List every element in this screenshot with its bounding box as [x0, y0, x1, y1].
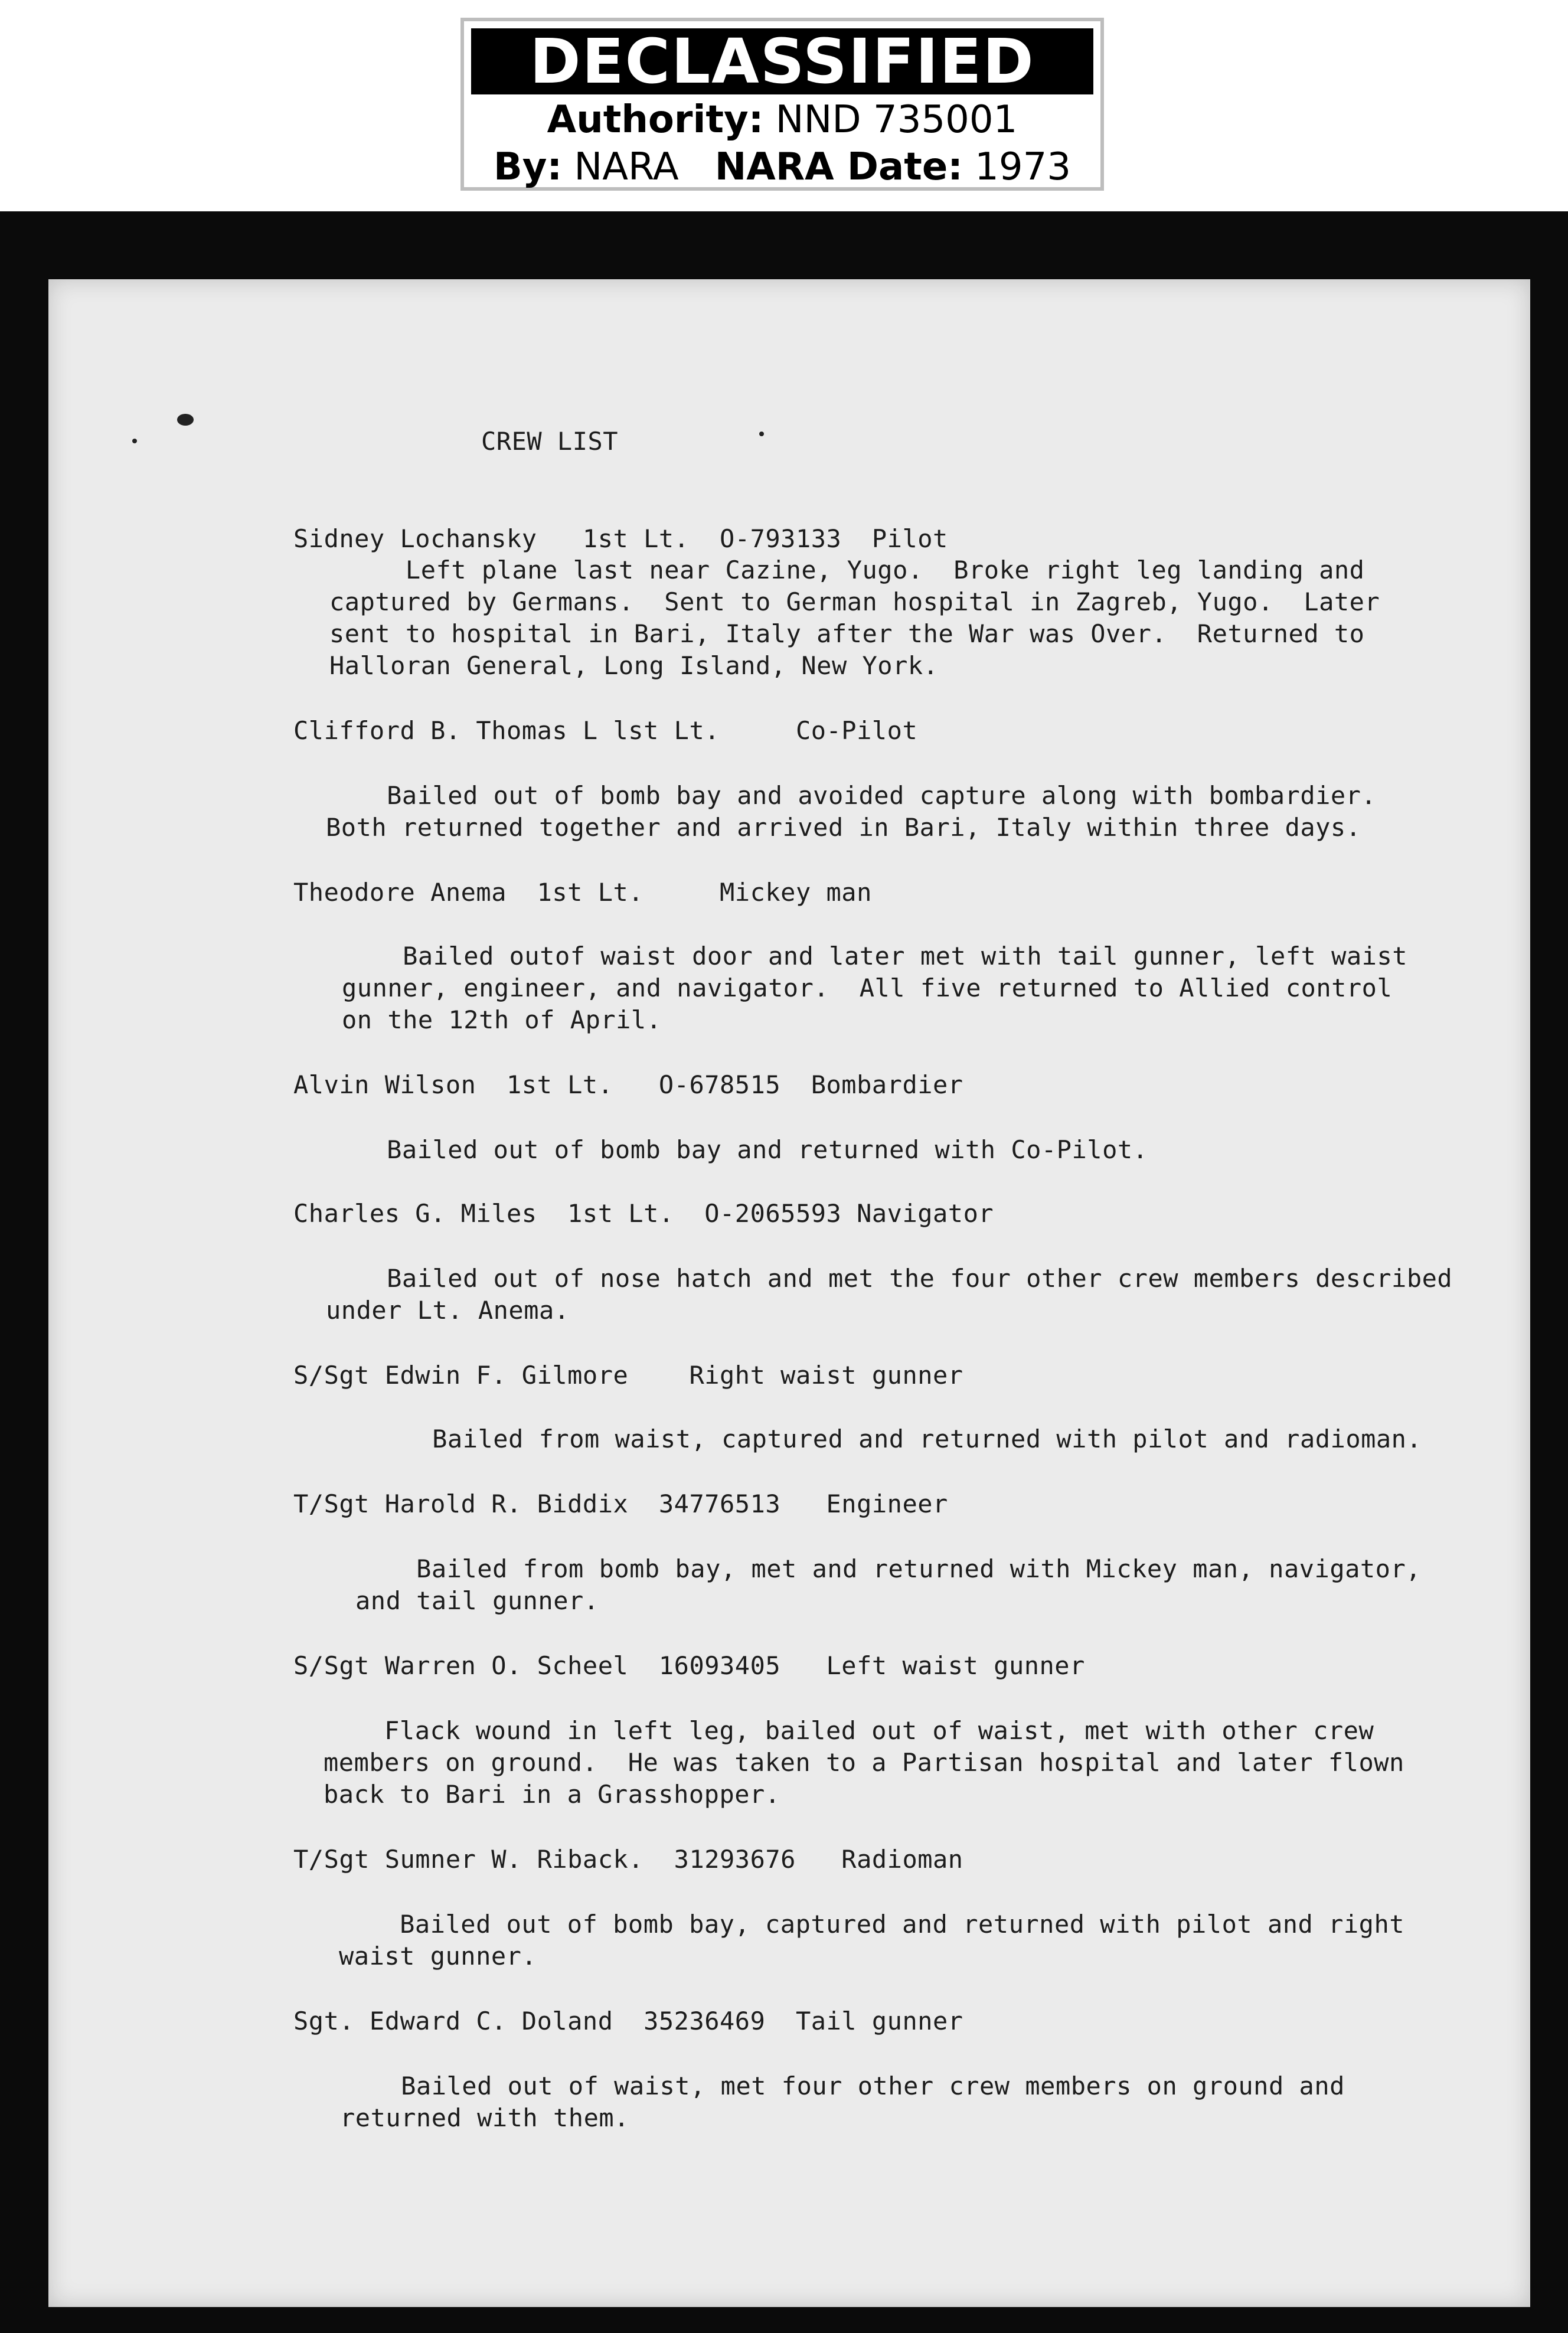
stamp-authority-value: NND 735001: [775, 98, 1018, 142]
scan-frame: [0, 211, 1568, 2333]
crew-entry-text: Both returned together and arrived in Bari, Italy within three days.: [326, 813, 1361, 842]
crew-entry-header: S/Sgt Warren O. Scheel 16093405 Left waist gunner: [293, 1651, 1085, 1680]
stamp-title: DECLASSIFIED: [471, 28, 1093, 94]
stamp-by-value: NARA: [574, 145, 679, 189]
crew-entry-header: Alvin Wilson 1st Lt. O-678515 Bombardier: [293, 1070, 963, 1099]
ink-speck: [759, 432, 764, 436]
crew-entry-text: on the 12th of April.: [342, 1005, 662, 1034]
crew-entry-header: Clifford B. Thomas L lst Lt. Co-Pilot: [293, 716, 918, 745]
crew-entry-text: gunner, engineer, and navigator. All five returned to Allied control: [342, 973, 1393, 1002]
crew-entry-header: Charles G. Miles 1st Lt. O-2065593 Navigator: [293, 1199, 994, 1228]
stamp-date-value: 1973: [975, 145, 1072, 189]
crew-entry-text: Halloran General, Long Island, New York.: [329, 651, 939, 680]
crew-entry-text: sent to hospital in Bari, Italy after the War was Over. Returned to: [329, 619, 1365, 648]
crew-entry-text: Bailed from bomb bay, met and returned with Mickey man, navigator,: [355, 1554, 1422, 1583]
ink-blot: [177, 414, 194, 426]
ink-speck: [132, 439, 137, 443]
stamp-by-line: [464, 145, 1100, 189]
crew-entry-text: Bailed out of bomb bay and returned with Co-Pilot.: [326, 1135, 1148, 1164]
document-page: [48, 279, 1530, 2307]
stamp-by-label: By:: [493, 145, 563, 189]
crew-entry-header: Theodore Anema 1st Lt. Mickey man: [293, 878, 872, 907]
declassified-stamp: [460, 18, 1104, 191]
stamp-authority-line: [464, 98, 1100, 142]
crew-entry-text: Bailed outof waist door and later met with tail gunner, left waist: [342, 942, 1408, 971]
crew-entry-text: and tail gunner.: [355, 1586, 599, 1615]
crew-entry-text: Bailed out of bomb bay, captured and returned with pilot and right: [339, 1910, 1405, 1939]
crew-entry-text: Left plane last near Cazine, Yugo. Broke right leg landing and: [329, 556, 1365, 584]
document-title: CREW LIST: [481, 427, 619, 456]
crew-entry-header: Sgt. Edward C. Doland 35236469 Tail gunner: [293, 2007, 963, 2035]
crew-entry-text: Bailed out of nose hatch and met the four other crew members described: [326, 1264, 1453, 1293]
crew-entry-text: Bailed out of waist, met four other crew members on ground and: [340, 2071, 1345, 2100]
crew-entry-text: captured by Germans. Sent to German hospital in Zagreb, Yugo. Later: [329, 587, 1380, 616]
crew-entry-header: T/Sgt Harold R. Biddix 34776513 Engineer: [293, 1489, 948, 1518]
crew-entry-text: under Lt. Anema.: [326, 1296, 570, 1325]
crew-entry-text: Bailed from waist, captured and returned with pilot and radioman.: [371, 1424, 1422, 1453]
stamp-date-label: NARA Date:: [714, 145, 963, 189]
crew-entry-text: returned with them.: [340, 2103, 629, 2132]
crew-entry-header: T/Sgt Sumner W. Riback. 31293676 Radioman: [293, 1845, 963, 1874]
crew-entry-text: waist gunner.: [339, 1942, 537, 1971]
crew-entry-header: S/Sgt Edwin F. Gilmore Right waist gunner: [293, 1361, 963, 1390]
crew-entry-text: Flack wound in left leg, bailed out of waist, met with other crew: [324, 1716, 1374, 1745]
crew-entry-text: members on ground. He was taken to a Partisan hospital and later flown: [324, 1748, 1404, 1777]
stamp-authority-label: Authority:: [547, 98, 764, 142]
crew-entry-text: Bailed out of bomb bay and avoided capture along with bombardier.: [326, 781, 1377, 810]
crew-entry-header: Sidney Lochansky 1st Lt. O-793133 Pilot: [293, 524, 948, 553]
crew-entry-text: back to Bari in a Grasshopper.: [324, 1780, 780, 1809]
